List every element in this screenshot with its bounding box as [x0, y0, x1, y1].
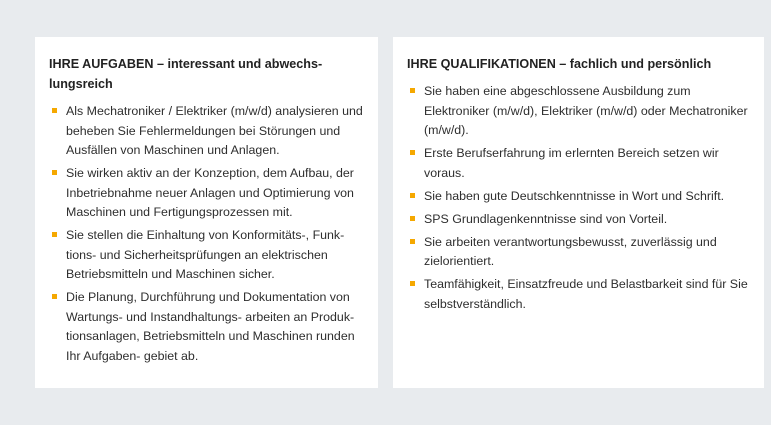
- qualifikationen-title: IHRE QUALIFIKATIONEN – fachlich und persönlich: [407, 57, 712, 71]
- list-item: SPS Grundlagenkenntnisse sind von Vorteil.: [407, 210, 750, 230]
- bullet-square-icon: [410, 281, 415, 286]
- bullet-square-icon: [410, 239, 415, 244]
- list-item: Teamfähigkeit, Einsatzfreude und Belastbarkeit sind für Sie selbstverständlich.: [407, 275, 750, 314]
- bullet-square-icon: [52, 108, 57, 113]
- aufgaben-card: [35, 37, 378, 388]
- bullet-square-icon: [52, 170, 57, 175]
- qualifikationen-card: [393, 37, 764, 388]
- aufgaben-title-line2: lungsreich: [49, 77, 113, 91]
- list-item: Sie haben eine abgeschlossene Ausbildung zum Elektroniker (m/w/d), Elektriker (m/w/d) oder Mechatroniker (m/w/d).: [407, 82, 750, 141]
- list-item: Erste Berufserfahrung im erlernten Bereich setzen wir voraus.: [407, 144, 750, 183]
- aufgaben-title-line1: IHRE AUFGABEN – interessant und abwechs-: [49, 57, 323, 71]
- aufgaben-list: [49, 102, 364, 366]
- qualifikationen-list: [407, 82, 750, 314]
- bullet-square-icon: [410, 193, 415, 198]
- bullet-square-icon: [52, 232, 57, 237]
- list-item: Sie wirken aktiv an der Konzeption, dem Aufbau, der Inbetriebnahme neuer Anlagen und Optimierung von Maschinen und Fertigungsprozessen mit.: [49, 164, 364, 223]
- aufgaben-title: [49, 54, 364, 94]
- list-item: Als Mechatroniker / Elektriker (m/w/d) analysieren und beheben Sie Fehlermeldungen bei Störungen und Ausfällen von Maschinen und Anlagen.: [49, 102, 364, 161]
- list-item: Sie haben gute Deutschkenntnisse in Wort und Schrift.: [407, 187, 750, 207]
- list-item: Die Planung, Durchführung und Dokumentation von Wartungs- und Instandhaltungs- arbeiten an Produk- tionsanlagen, Betriebsmitteln und Maschinen runden Ihr Aufgaben- gebiet ab.: [49, 288, 364, 366]
- bullet-square-icon: [52, 294, 57, 299]
- list-item: Sie arbeiten verantwortungsbewusst, zuverlässig und zielorientiert.: [407, 233, 750, 272]
- bullet-square-icon: [410, 88, 415, 93]
- bullet-square-icon: [410, 216, 415, 221]
- bullet-square-icon: [410, 150, 415, 155]
- list-item: Sie stellen die Einhaltung von Konformitäts-, Funk- tions- und Sicherheitsprüfungen an elektrischen Betriebsmitteln und Maschinen sicher.: [49, 226, 364, 285]
